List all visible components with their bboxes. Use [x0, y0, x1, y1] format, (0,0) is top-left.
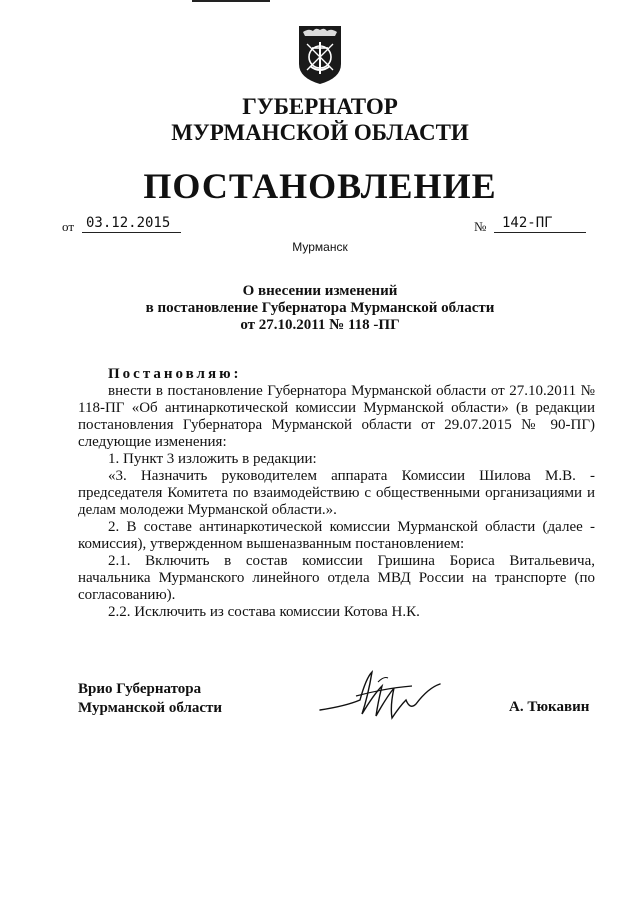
city-name: Мурманск [292, 240, 348, 254]
subject-line-3: от 27.10.2011 № 118 -ПГ [240, 317, 400, 333]
signatory-position-line-2: Мурманской области [78, 700, 223, 716]
top-divider [192, 0, 270, 2]
issuer-line-1: ГУБЕРНАТОР [242, 94, 398, 119]
document-body [78, 366, 595, 621]
body-paragraph: 2.1. Включить в состав комиссии Гришина Бориса Витальевича, начальника Мурманского линейного отдела МВД России на транспорте (по согласованию). [78, 553, 595, 603]
body-paragraph: внести в постановление Губернатора Мурманской области от 27.10.2011 № 118-ПГ «Об антинаркотической комиссии Мурманской области» (в редакции постановления Губернатора Мурманской области от 29.07.2015 № 90-ПГ) следующие изменения: [78, 383, 595, 450]
issuer-line-2: МУРМАНСКОЙ ОБЛАСТИ [171, 120, 469, 145]
signatory-position [78, 680, 222, 718]
signatory-position-line-1: Врио Губернатора [78, 681, 202, 697]
handwritten-signature-icon [316, 666, 444, 722]
document-date: 03.12.2015 [82, 214, 181, 233]
subject-line-1: О внесении изменений [242, 283, 398, 299]
body-paragraph: 2. В составе антинаркотической комиссии Мурманской области (далее - комиссия), утвержденном вышеназванным постановлением: [78, 519, 595, 552]
body-paragraph: 2.2. Исключить из состава комиссии Котова Н.К. [108, 604, 420, 620]
date-label: от [62, 219, 75, 234]
document-number: 142-ПГ [494, 214, 586, 233]
resolution-heading: Постановляю: [108, 366, 242, 382]
subject-line-2: в постановление Губернатора Мурманской области [145, 300, 495, 316]
coat-of-arms-icon [295, 24, 345, 86]
document-type-title: ПОСТАНОВЛЕНИЕ [143, 166, 497, 206]
signatory-name: А. Тюкавин [509, 699, 590, 715]
number-label: № [474, 219, 487, 234]
body-paragraph: «3. Назначить руководителем аппарата Комиссии Шилова М.В. - председателя Комитета по взаимодействию с общественными организациями и делам молодежи Мурманской области.». [78, 468, 595, 518]
body-paragraph: 1. Пункт 3 изложить в редакции: [108, 451, 317, 467]
